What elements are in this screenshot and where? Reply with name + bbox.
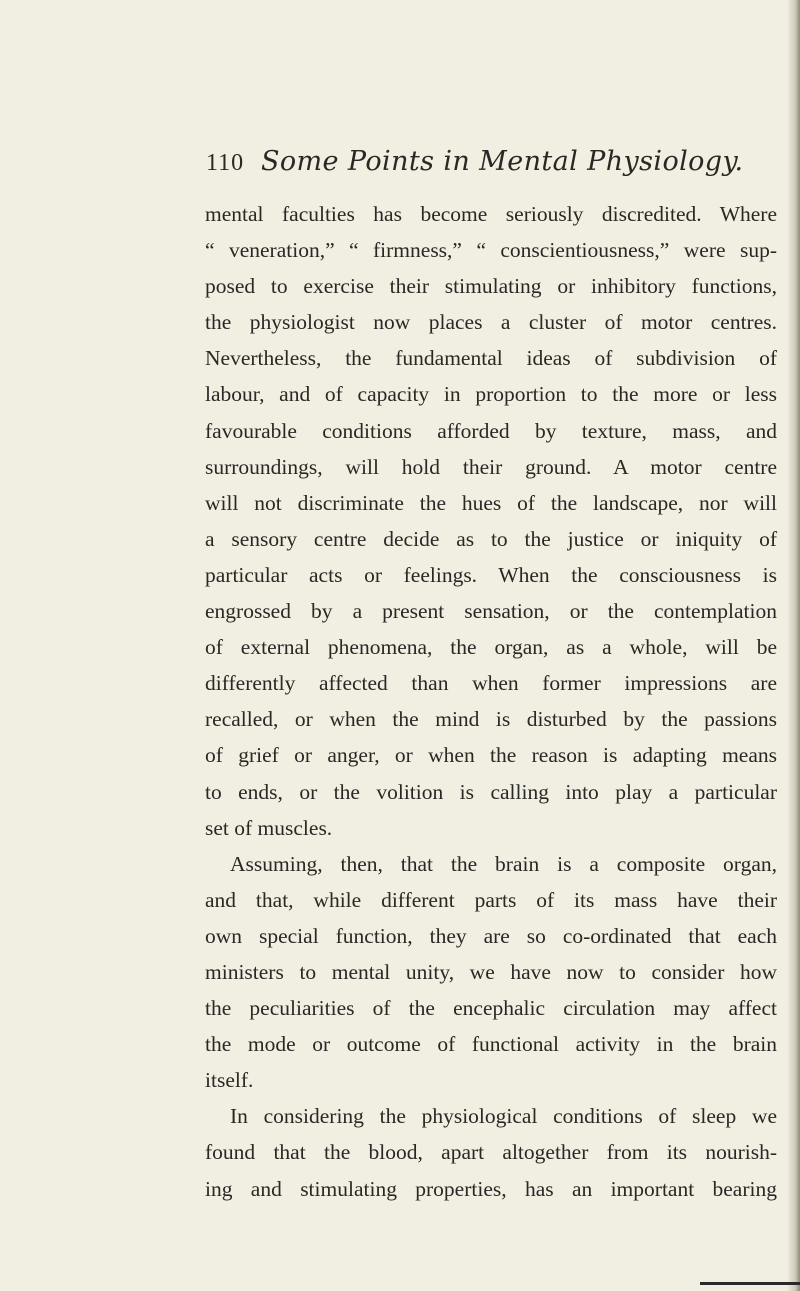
- text-line: ministers to mental unity, we have now to consider how: [205, 959, 777, 984]
- text-line: recalled, or when the mind is disturbed by the passions: [205, 707, 777, 732]
- text-line: found that the blood, apart altogether from its nourish-: [205, 1140, 777, 1165]
- text-line: itself.: [205, 1068, 254, 1093]
- text-line: mental faculties has become seriously discredited. Where: [205, 202, 777, 226]
- text-line: differently affected than when former impressions are: [205, 671, 777, 696]
- text-line: engrossed by a present sensation, or the contemplation: [205, 599, 777, 624]
- text-line: particular acts or feelings. When the consciousness is: [205, 562, 777, 587]
- text-line: the mode or outcome of functional activity in the brain: [205, 1032, 777, 1057]
- text-line: the peculiarities of the encephalic circulation may affect: [205, 996, 777, 1021]
- text-line: Assuming, then, that the brain is a composite organ,: [230, 851, 777, 876]
- text-line: of external phenomena, the organ, as a whole, will be: [205, 635, 777, 660]
- text-line: a sensory centre decide as to the justice or iniquity of: [205, 526, 777, 551]
- text-line: “ veneration,” “ firmness,” “ conscientiousness,” were sup-: [205, 238, 777, 263]
- page-number: 110: [206, 150, 245, 176]
- running-head: Some Points in Mental Physiology.: [261, 146, 744, 177]
- text-line: will not discriminate the hues of the landscape, nor will: [205, 490, 777, 515]
- text-line: and that, while different parts of its mass have their: [205, 887, 777, 912]
- bottom-rule: [700, 1282, 800, 1285]
- text-line: to ends, or the volition is calling into play a particular: [205, 779, 777, 804]
- text-line: own special function, they are so co-ordinated that each: [205, 923, 777, 948]
- text-line: labour, and of capacity in proportion to the more or less: [205, 382, 777, 407]
- text-line: favourable conditions afforded by texture, mass, and: [205, 418, 777, 443]
- text-line: of grief or anger, or when the reason is adapting means: [205, 743, 777, 768]
- page-header: [206, 146, 744, 186]
- page-edge-shadow: [788, 0, 800, 1291]
- text-line: ing and stimulating properties, has an important bearing: [205, 1176, 777, 1201]
- text-line: In considering the physiological conditions of sleep we: [230, 1104, 777, 1129]
- text-line: Nevertheless, the fundamental ideas of subdivision of: [205, 346, 777, 371]
- text-line: surroundings, will hold their ground. A motor centre: [205, 454, 777, 479]
- body-text: [205, 196, 777, 1207]
- text-line: posed to exercise their stimulating or inhibitory functions,: [205, 274, 777, 299]
- text-line: the physiologist now places a cluster of motor centres.: [205, 310, 777, 335]
- text-line: set of muscles.: [205, 815, 333, 840]
